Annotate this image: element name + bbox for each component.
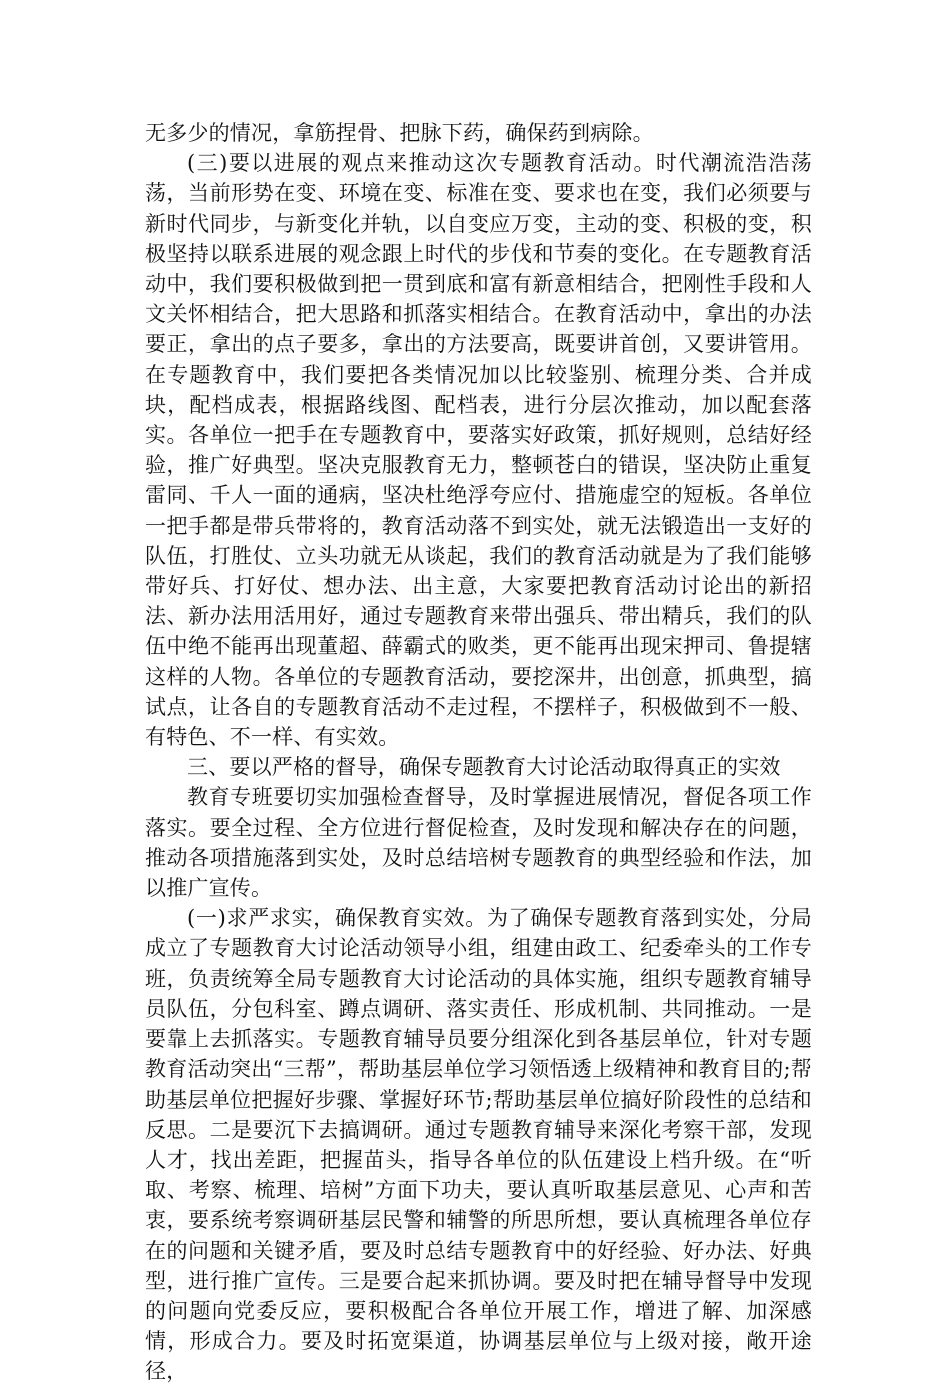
paragraph-supervision: 教育专班要切实加强检查督导，及时掌握进展情况，督促各项工作落实。要全过程、全方位进行督促检查，及时发现和解决存在的问题，推动各项措施落到实处，及时总结培树专题教育的典型经验和作法，加以推广宣传。 bbox=[145, 785, 812, 901]
paragraph-continuation: 无多少的情况，拿筋捏骨、把脉下药，确保药到病除。 bbox=[145, 121, 654, 145]
paragraph-section-three: (三)要以进展的观点来推动这次专题教育活动。时代潮流浩浩荡荡，当前形势在变、环境在变、标准在变、要求也在变，我们必须要与新时代同步，与新变化并轨，以自变应万变，主动的变、积极的变，积极坚持以联系进展的观念跟上时代的步伐和节奏的变化。在专题教育活动中，我们要积极做到把一贯到底和富有新意相结合，把刚性手段和人文关怀相结合，把大思路和抓落实相结合。在教育活动中，拿出的办法要正，拿出的点子要多，拿出的方法要高，既要讲首创，又要讲管用。在专题教育中，我们要把各类情况加以比较鉴别、梳理分类、合并成块，配档成表，根据路线图、配档表，进行分层次推动，加以配套落实。各单位一把手在专题教育中，要落实好政策，抓好规则，总结好经验，推广好典型。坚决克服教育无力，整顿苍白的错误，坚决防止重复雷同、千人一面的通病，坚决杜绝浮夸应付、措施虚空的短板。各单位一把手都是带兵带将的，教育活动落不到实处，就无法锻造出一支好的队伍，打胜仗、立头功就无从谈起，我们的教育活动就是为了我们能够带好兵、打好仗、想办法、出主意，大家要把教育活动讨论出的新招法、新办法用活用好，通过专题教育来带出强兵、带出精兵，我们的队伍中绝不能再出现董超、薛霸式的败类，更不能再出现宋押司、鲁提辖这样的人物。各单位的专题教育活动，要挖深井，出创意，抓典型，搞试点，让各自的专题教育活动不走过程，不摆样子，积极做到不一般、有特色、不一样、有实效。 bbox=[145, 151, 812, 750]
heading-part-three: 三、要以严格的督导，确保专题教育大讨论活动取得真正的实效 bbox=[187, 755, 781, 780]
document-body bbox=[145, 118, 812, 1387]
paragraph-section-one: (一)求严求实，确保教育实效。为了确保专题教育落到实处，分局成立了专题教育大讨论活动领导小组，组建由政工、纪委牵头的工作专班，负责统筹全局专题教育大讨论活动的具体实施，组织专题教育辅导员队伍，分包科室、蹲点调研、落实责任、形成机制、共同推动。一是要靠上去抓落实。专题教育辅导员要分组深化到各基层单位，针对专题教育活动突出“三帮”，帮助基层单位学习领悟透上级精神和教育目的;帮助基层单位把握好步骤、掌握好环节;帮助基层单位搞好阶段性的总结和反思。二是要沉下去搞调研。通过专题教育辅导来深化考察干部，发现人才，找出差距，把握苗头，指导各单位的队伍建设上档升级。在“听取、考察、梳理、培树”方面下功夫，要认真听取基层意见、心声和苦衷，要系统考察调研基层民警和辅警的所思所想，要认真梳理各单位存在的问题和关键矛盾，要及时总结专题教育中的好经验、好办法、好典型，进行推广宣传。三是要合起来抓协调。要及时把在辅导督导中发现的问题向党委反应，要积极配合各单位开展工作，增进了解、加深感情，形成合力。要及时拓宽渠道，协调基层单位与上级对接，敞开途径， bbox=[145, 906, 812, 1384]
